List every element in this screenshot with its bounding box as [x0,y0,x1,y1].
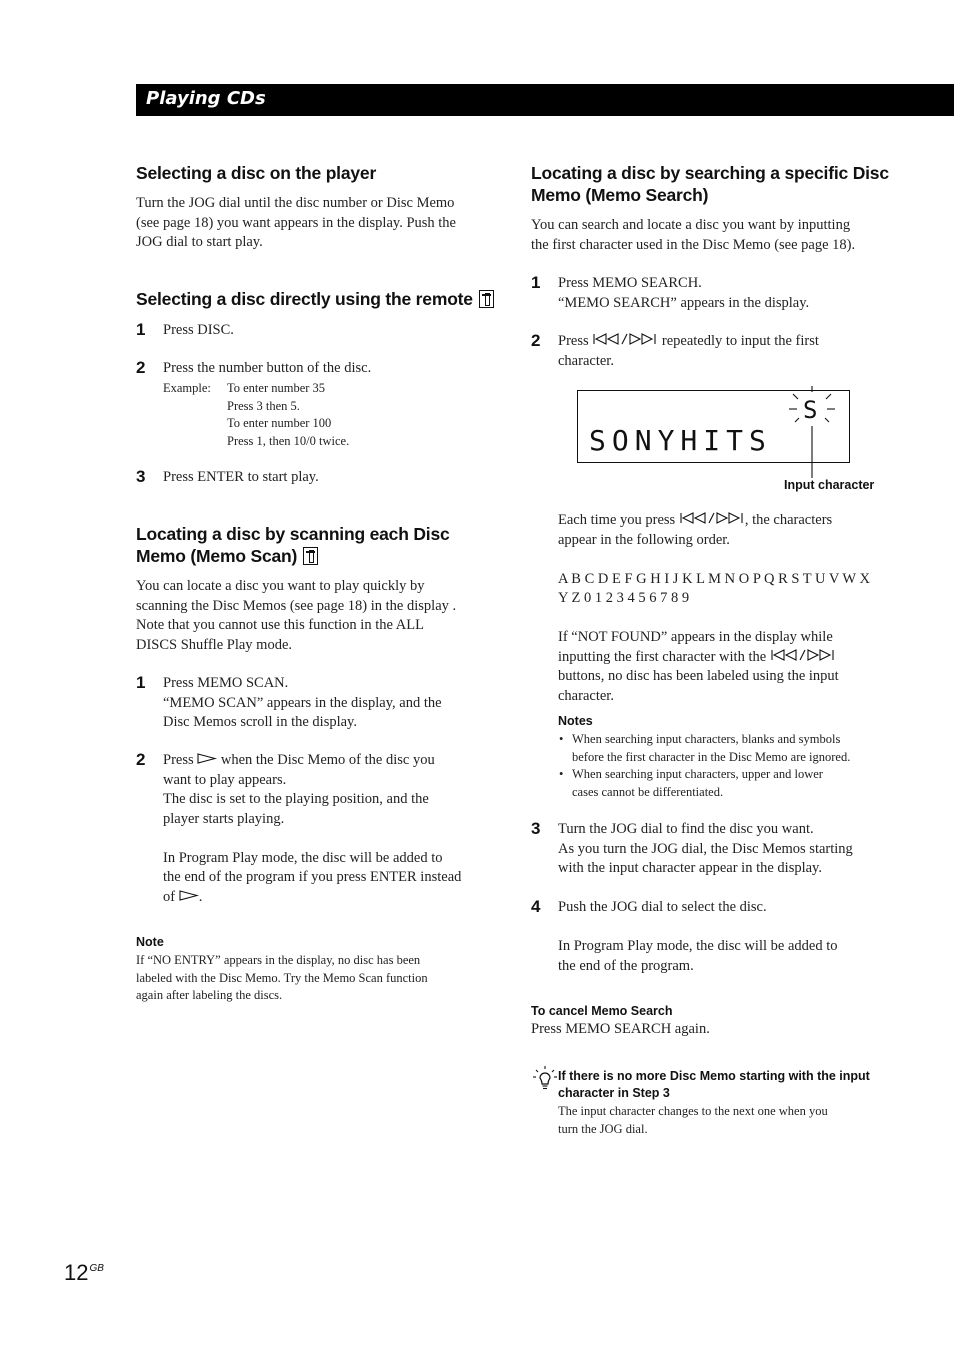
step-number: 4 [531,897,541,916]
bullet-dot: • [559,767,564,781]
remote-control-icon [303,547,318,565]
example-line: To enter number 35 [227,381,326,395]
text-line: JOG dial to start play. [136,234,263,250]
para-each-time [558,511,870,706]
example-label: Example: [163,381,211,395]
text-line: The disc is set to the playing position, and the [163,791,429,807]
text-line: If “NOT FOUND” appears in the display while [558,629,833,645]
bullet-dot: • [559,732,564,746]
step-text [163,674,442,733]
heading-line: Memo (Memo Search) [531,185,709,205]
text-line: character. [558,687,614,704]
text-line: When searching input characters, blanks and symbols [572,732,841,746]
text-line: Press MEMO SCAN. [163,675,289,691]
section-banner [136,84,954,116]
text-fragment: repeatedly to input the first [658,333,819,349]
tip-lightbulb-icon [533,1066,557,1092]
step-number: 2 [136,750,146,769]
heading-memo-search [531,162,889,206]
step-text [558,332,819,371]
remote-control-icon [479,290,494,308]
text-line: Disc Memos scroll in the display. [163,714,357,730]
text-fragment: . [198,888,203,905]
text-line: character in Step 3 [558,1086,670,1100]
text-fragment: Press [558,333,593,349]
text-line: with the input character appear in the display. [558,860,822,876]
heading-line: Memo (Memo Scan) [136,546,298,566]
heading-select-on-player: Selecting a disc on the player [136,163,377,183]
play-icon [197,753,217,764]
page-suffix: GB [89,1263,104,1274]
step-number: 2 [136,358,146,377]
text-line: the end of the program. [558,957,694,974]
step-text: Press ENTER to start play. [163,469,319,485]
prev-next-icon [679,512,745,524]
heading-line: Locating a disc by scanning each Disc [136,524,450,544]
text-line: You can search and locate a disc you want by inputting [531,217,851,233]
text-line: Turn the JOG dial until the disc number or Disc Memo [136,195,455,211]
callout-input-character: Input character [784,478,875,492]
step-text [558,898,837,976]
text-line: The input character changes to the next one when you [558,1104,828,1118]
note-heading: Note [136,935,164,949]
input-character: S [803,396,818,424]
heading-text: Selecting a disc directly using the remote [136,289,473,309]
step-number: 1 [531,273,541,292]
text-fragment: Each time you press [558,512,679,528]
text-line: again after labeling the discs. [136,988,283,1002]
example-line: Press 1, then 10/0 twice. [227,433,350,448]
para-select-on-player [136,194,456,253]
heading-select-remote [136,288,494,310]
text-fragment: when the Disc Memo of the disc you [217,752,435,768]
step-number: 1 [136,320,146,339]
prev-next-icon [770,649,836,661]
text-line: “MEMO SCAN” appears in the display, and the [163,694,442,711]
step-number: 3 [531,819,541,838]
text-line: Press MEMO SEARCH. [558,275,702,291]
para-memo-search [531,216,855,255]
heading-line: Locating a disc by searching a specific Disc [531,163,889,183]
text-fragment: Press [163,752,198,768]
text-line: In Program Play mode, the disc will be added to [558,938,838,954]
example-line: To enter number 100 [227,416,332,430]
step-text [558,820,853,879]
text-line: You can locate a disc you want to play quickly by [136,578,425,594]
step-number: 1 [136,673,146,692]
section-title: Playing CDs [146,88,266,109]
step-text [558,274,809,313]
text-line: In Program Play mode, the disc will be added to [163,849,443,866]
cancel-heading: To cancel Memo Search [531,1004,673,1018]
text-line: scanning the Disc Memos (see page 18) in the display . [136,597,457,614]
step-text: Press the number button of the disc. [163,360,372,376]
text-line: Y Z 0 1 2 3 4 5 6 7 8 9 [558,590,690,606]
text-line: DISCS Shuffle Play mode. [136,636,293,653]
step-number: 2 [531,331,541,350]
note-item [572,766,823,801]
prev-next-icon [592,333,658,345]
text-line: appear in the following order. [558,531,730,548]
text-line: the end of the program if you press ENTER instead [163,869,462,885]
text-fragment: , the characters [744,512,833,528]
step-text [163,751,461,907]
text-line: cases cannot be differentiated. [572,784,724,799]
text-line: character. [558,352,614,369]
text-line: If “NO ENTRY” appears in the display, no disc has been [136,953,421,967]
example-line: Press 3 then 5. [227,398,300,413]
note-text [136,952,428,1005]
tip-heading [558,1068,870,1102]
text-line: “MEMO SEARCH” appears in the display. [558,294,810,311]
text-line: Push the JOG dial to select the disc. [558,899,767,915]
play-icon [179,890,199,901]
text-line: Note that you cannot use this function in the ALL [136,617,424,633]
note-item [572,731,850,766]
cancel-text: Press MEMO SEARCH again. [531,1021,710,1037]
step-number: 3 [136,467,146,486]
text-line: player starts playing. [163,810,285,827]
text-line: the first character used in the Disc Memo (see page 18). [531,236,856,253]
text-line: As you turn the JOG dial, the Disc Memos starting [558,840,853,857]
text-line: before the first character in the Disc Memo are ignored. [572,749,851,764]
page-number-value: 12 [64,1260,89,1285]
text-line: buttons, no disc has been labeled using the input [558,668,839,684]
page-number [64,1260,104,1286]
example-lines [227,380,349,450]
notes-heading: Notes [558,714,593,728]
text-line: If there is no more Disc Memo starting with the input [558,1069,870,1083]
text-line: labeled with the Disc Memo. Try the Memo Scan function [136,970,428,985]
text-line: Turn the JOG dial to find the disc you want. [558,821,814,837]
step-text: Press DISC. [163,322,234,338]
display-text: SONYHITS [589,424,772,457]
text-line: A B C D E F G H I J K L M N O P Q R S T U V W X [558,570,870,587]
para-memo-scan [136,577,456,655]
text-fragment: inputting the first character with the [558,648,770,665]
text-line: When searching input characters, upper and lower [572,767,823,781]
heading-memo-scan [136,523,450,567]
text-line: want to play appears. [163,771,287,788]
text-fragment: of [163,888,179,905]
text-line: turn the JOG dial. [558,1121,648,1136]
text-line: (see page 18) you want appears in the display. Push the [136,214,456,231]
tip-text [558,1103,828,1138]
